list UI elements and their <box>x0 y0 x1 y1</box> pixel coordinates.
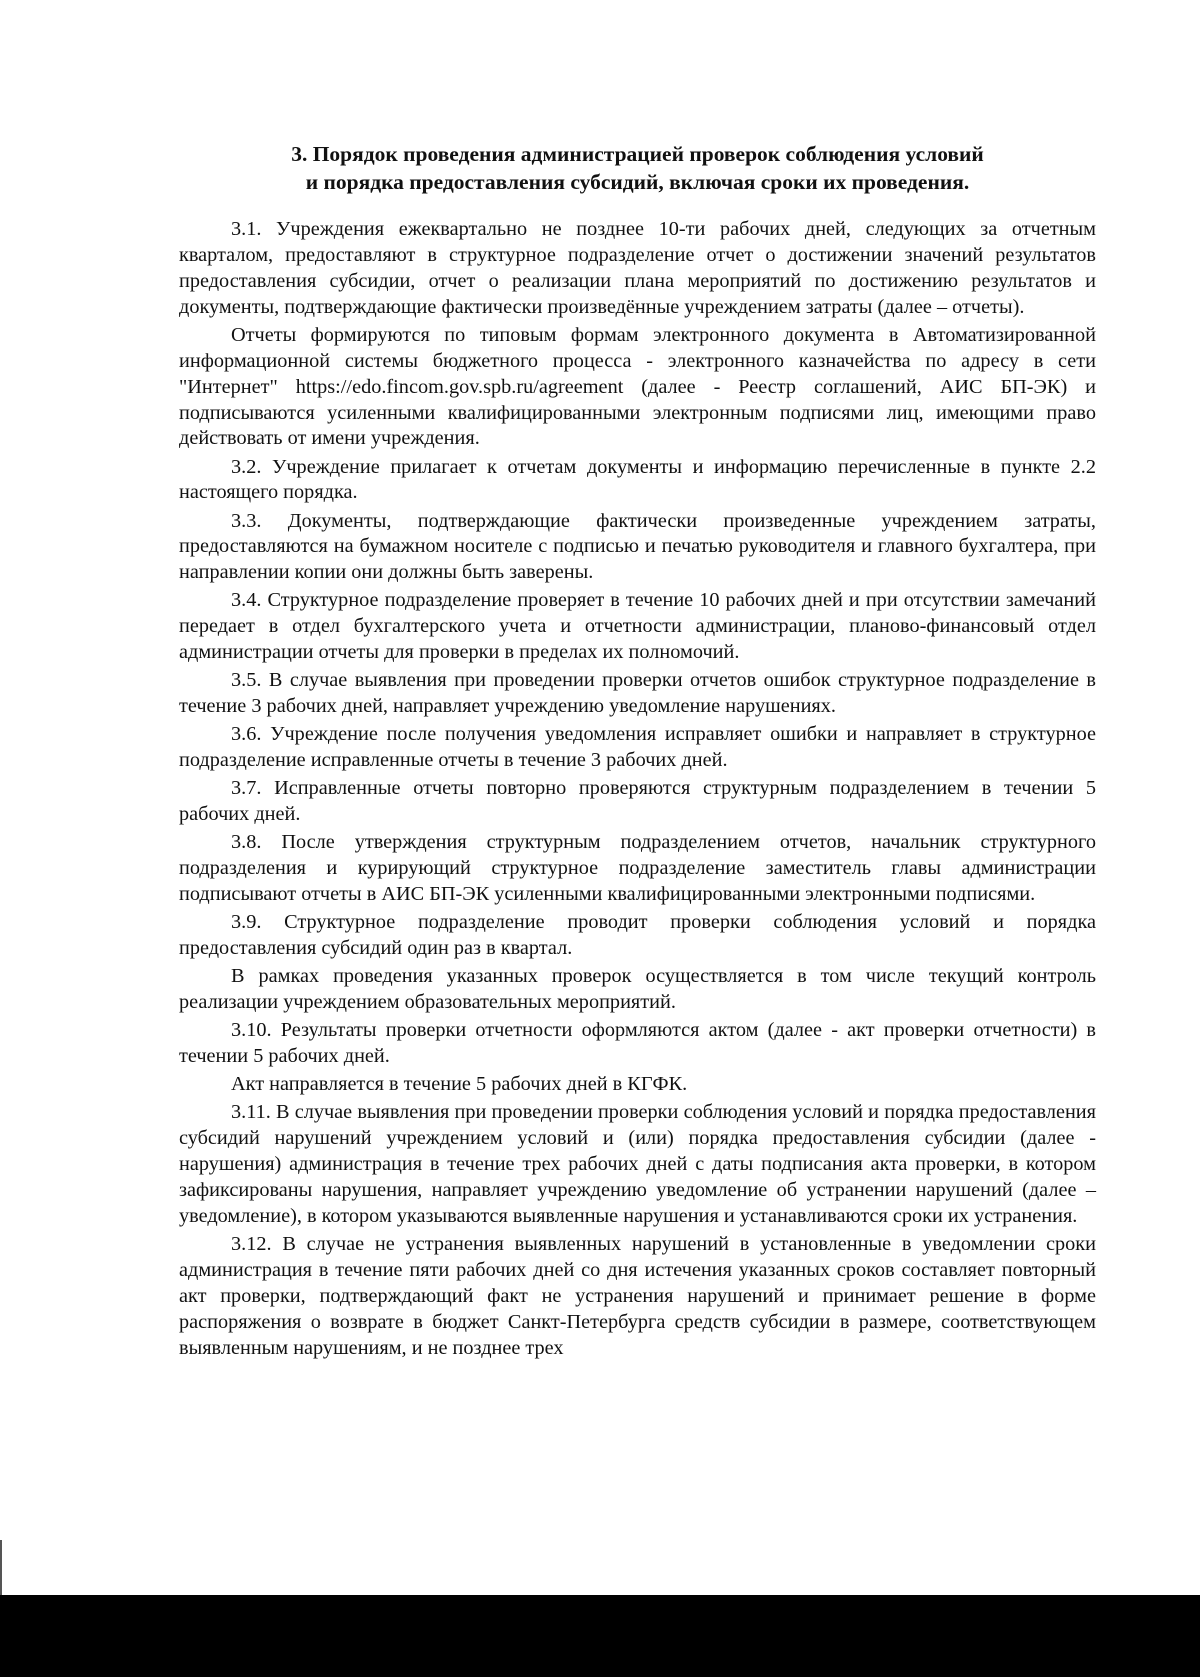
paragraph-3-4: 3.4. Структурное подразделение проверяет в течение 10 рабочих дней и при отсутствии замечаний передает в отдел бухгалтерского учета и отчетности администрации, планово-финансовый отдел администрации отчеты для проверки в пределах их полномочий. <box>179 589 1096 664</box>
paragraph-3-2: 3.2. Учреждение прилагает к отчетам документы и информацию перечисленные в пункте 2.2 настоящего порядка. <box>179 455 1096 504</box>
scan-edge-line <box>0 1540 2 1600</box>
paragraph-3-1: 3.1. Учреждения ежеквартально не позднее 10-ти рабочих дней, следующих за отчетным кварталом, предоставляют в структурное подразделение отчет о достижении значений результатов предоставления субсидии, отчет о реализации плана мероприятий по достижению результатов и документы, подтверждающие фактически произведённые учреждением затраты (далее – отчеты). <box>179 218 1096 318</box>
paragraph-3-6: 3.6. Учреждение после получения уведомления исправляет ошибки и направляет в структурное подразделение исправленные отчеты в течение 3 рабочих дней. <box>179 723 1096 772</box>
paragraph-current-control: В рамках проведения указанных проверок осуществляется в том числе текущий контроль реализации учреждением образовательных мероприятий. <box>179 965 1096 1014</box>
paragraph-3-3: 3.3. Документы, подтверждающие фактически произведенные учреждением затраты, предоставляются на бумажном носителе с подписью и печатью руководителя и главного бухгалтера, при направлении копии они должны быть заверены. <box>179 509 1096 584</box>
section-heading-line-2: и порядка предоставления субсидий, включая сроки их проведения. <box>305 170 970 194</box>
section-heading <box>180 140 1095 196</box>
section-heading-line-1: 3. Порядок проведения администрацией проверок соблюдения условий <box>291 142 984 166</box>
paragraph-3-5: 3.5. В случае выявления при проведении проверки отчетов ошибок структурное подразделение в течение 3 рабочих дней, направляет учреждению уведомление нарушениях. <box>179 669 1096 718</box>
paragraph-3-12: 3.12. В случае не устранения выявленных нарушений в установленные в уведомлении сроки администрация в течение пяти рабочих дней со дня истечения указанных сроков составляет повторный акт проверки, подтверждающий факт не устранения нарушений и принимает решение в форме распоряжения о возврате в бюджет Санкт-Петербурга средств субсидии в размере, соответствующем выявленным нарушениям, и не позднее трех <box>179 1233 1096 1359</box>
paragraph-3-7: 3.7. Исправленные отчеты повторно проверяются структурным подразделением в течении 5 рабочих дней. <box>179 777 1096 826</box>
paragraph-3-11: 3.11. В случае выявления при проведении проверки соблюдения условий и порядка предоставления субсидий нарушений учреждением условий и (или) порядка предоставления субсидии (далее - нарушения) администрация в течение трех рабочих дней с даты подписания акта проверки, в котором зафиксированы нарушения, направляет учреждению уведомление об устранении нарушений (далее – уведомление), в котором указываются выявленные нарушения и устанавливаются сроки их устранения. <box>179 1101 1096 1227</box>
document-body <box>179 217 1096 1364</box>
paragraph-act-sent: Акт направляется в течение 5 рабочих дней в КГФК. <box>231 1073 688 1096</box>
paragraph-3-8: 3.8. После утверждения структурным подразделением отчетов, начальник структурного подразделения и курирующий структурное подразделение заместитель главы администрации подписывают отчеты в АИС БП-ЭК усиленными квалифицированными электронными подписями. <box>179 831 1096 906</box>
paragraph-reports-format: Отчеты формируются по типовым формам электронного документа в Автоматизированной информационной системы бюджетного процесса - электронного казначейства по адресу в сети "Интернет" https://edo.fincom.gov.spb.ru/agreement (далее - Реестр соглашений, АИС БП-ЭК) и подписываются усиленными квалифицированными электронным подписями лиц, имеющими право действовать от имени учреждения. <box>179 323 1096 450</box>
scan-black-bar <box>0 1595 1200 1677</box>
paragraph-3-9: 3.9. Структурное подразделение проводит проверки соблюдения условий и порядка предоставления субсидий один раз в квартал. <box>179 911 1096 960</box>
paragraph-3-10: 3.10. Результаты проверки отчетности оформляются актом (далее - акт проверки отчетности) в течении 5 рабочих дней. <box>179 1019 1096 1068</box>
